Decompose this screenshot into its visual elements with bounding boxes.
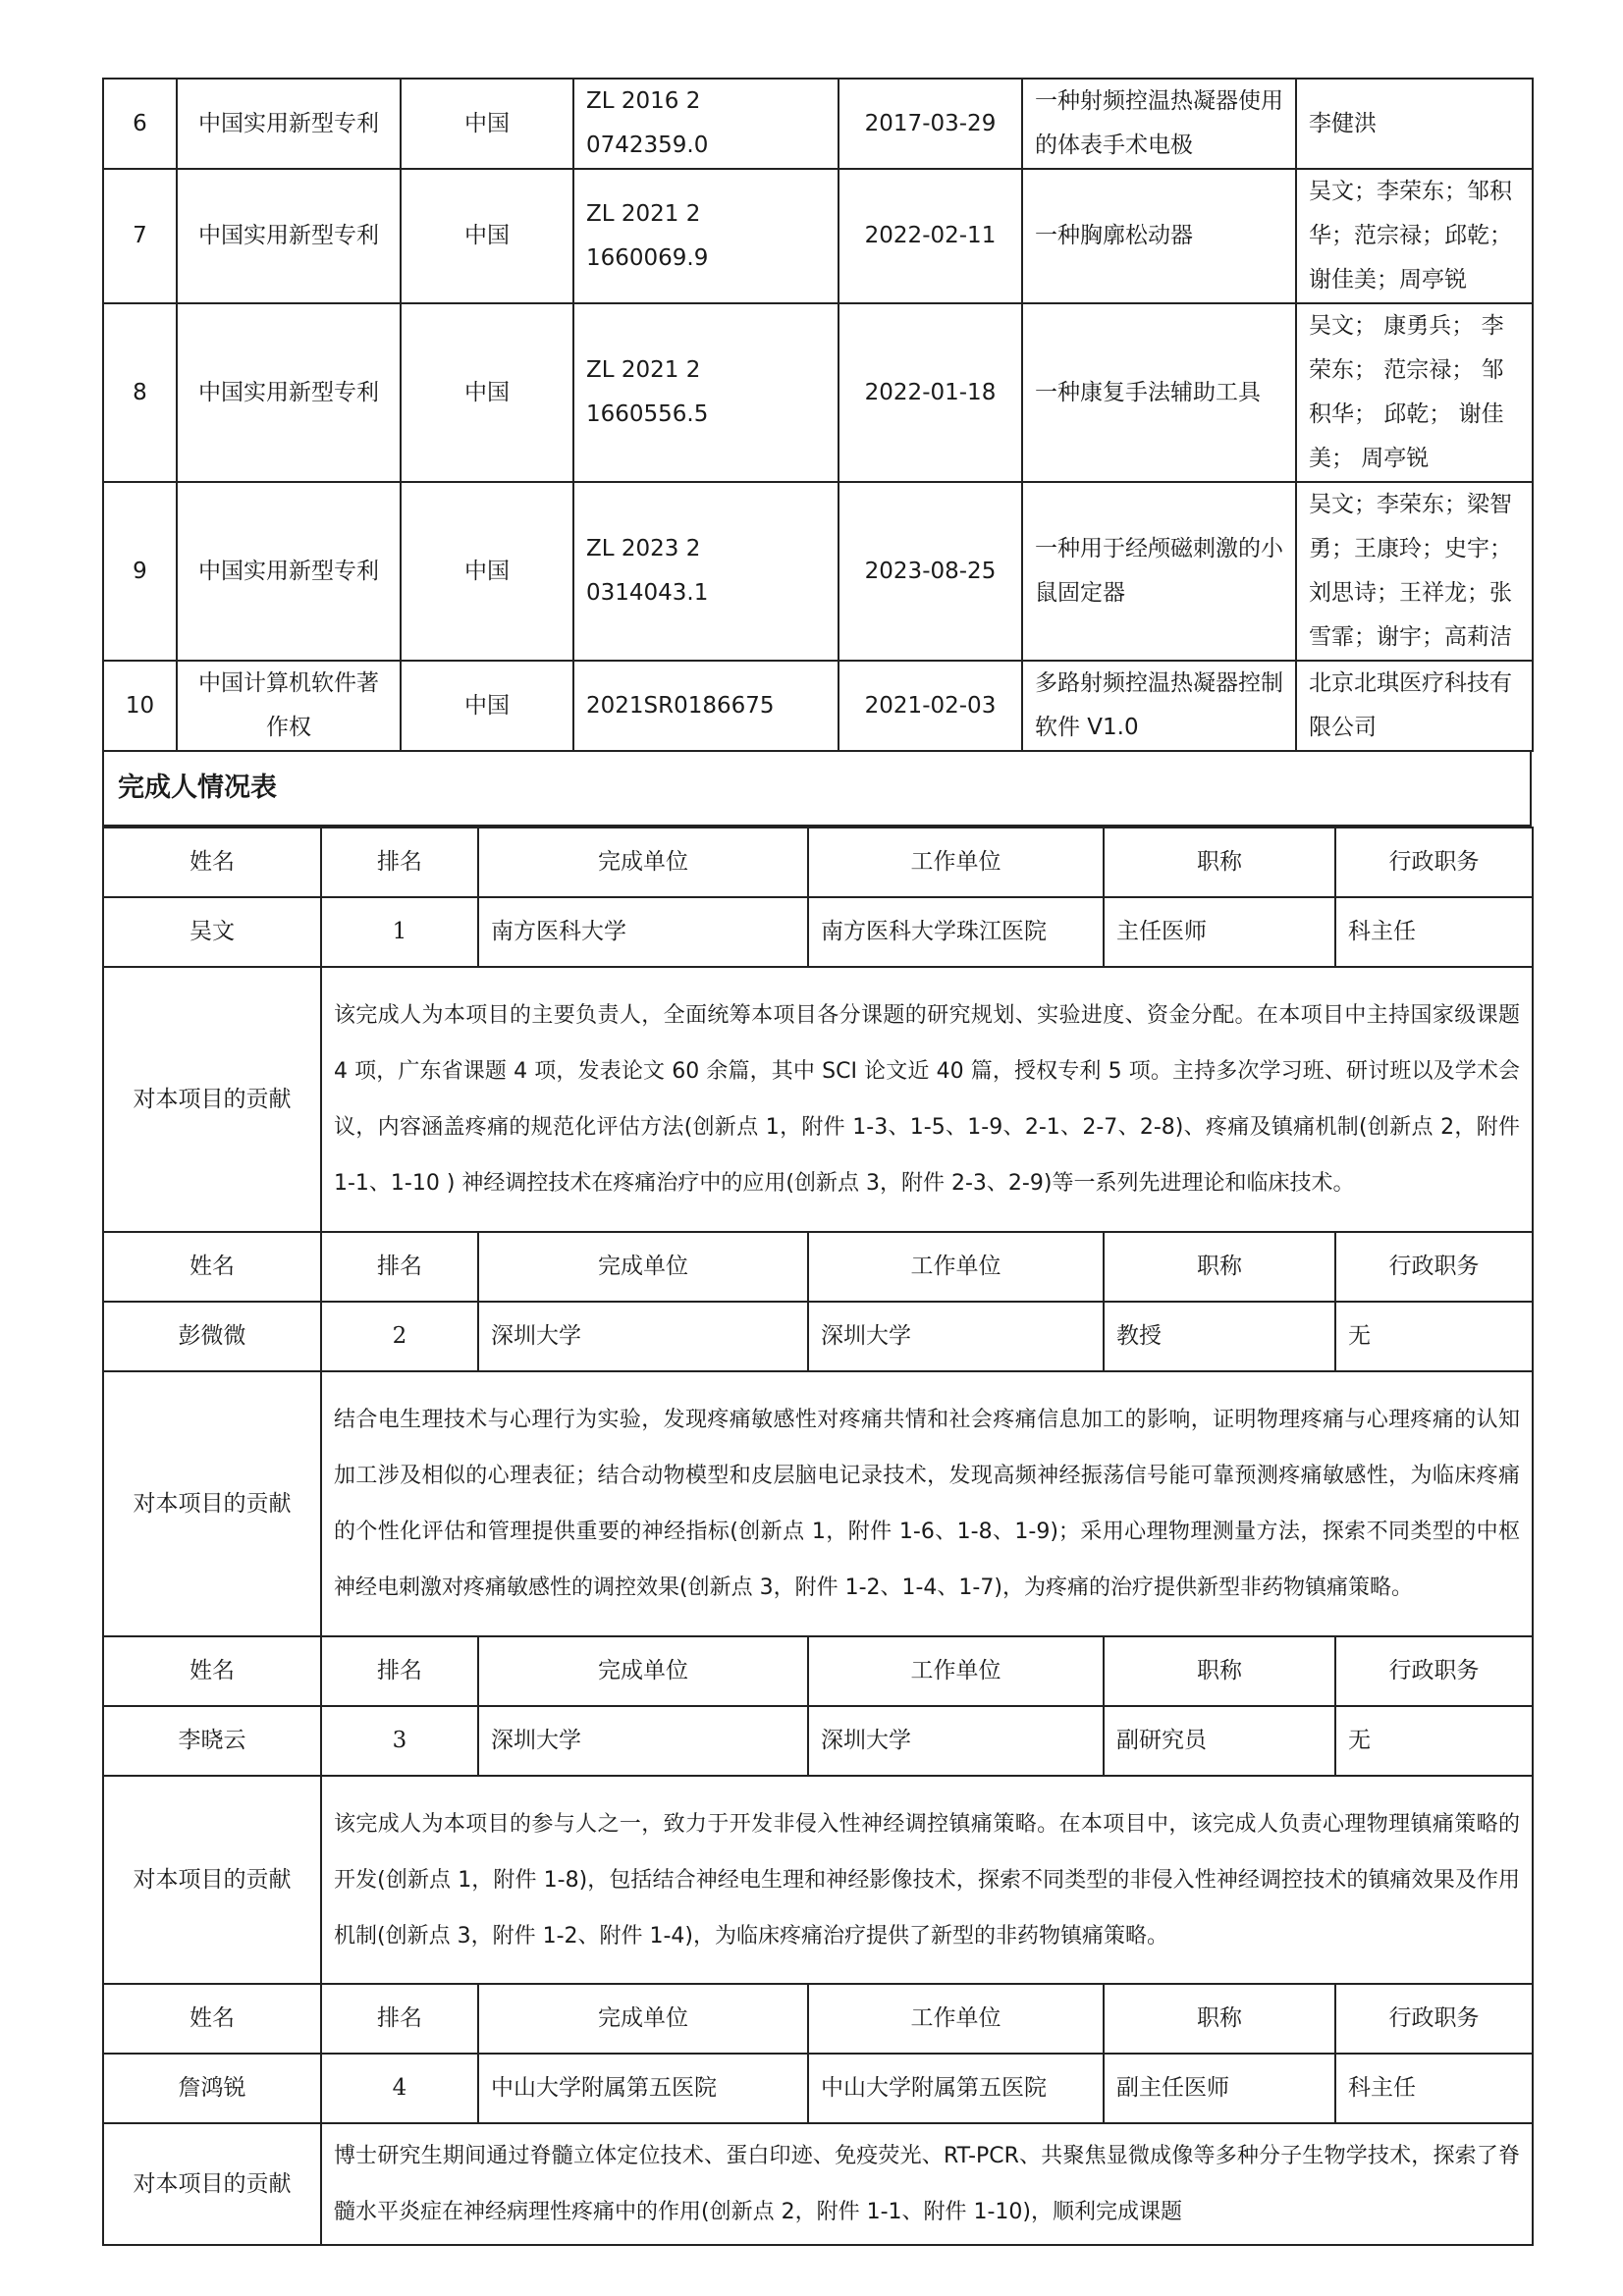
patent-type: 中国计算机软件著作权 [177, 661, 401, 751]
patent-title: 一种胸廓松动器 [1022, 169, 1296, 303]
person-unit: 南方医科大学 [478, 897, 808, 967]
person-header-row [103, 1984, 1533, 2054]
header-work: 工作单位 [808, 1984, 1104, 2054]
person-title: 副主任医师 [1104, 2054, 1335, 2123]
header-work: 工作单位 [808, 1636, 1104, 1706]
header-name: 姓名 [103, 1636, 321, 1706]
person-header-row [103, 828, 1533, 897]
person-rank: 3 [321, 1706, 478, 1776]
person-row [103, 1302, 1533, 1371]
patent-date: 2022-02-11 [839, 169, 1022, 303]
patent-date: 2017-03-29 [839, 79, 1022, 169]
patent-no: 9 [103, 482, 177, 661]
header-rank: 排名 [321, 1636, 478, 1706]
person-name: 彭微微 [103, 1302, 321, 1371]
document-page [102, 78, 1532, 2246]
person-header-row [103, 1232, 1533, 1302]
patent-date: 2021-02-03 [839, 661, 1022, 751]
section-title: 完成人情况表 [102, 752, 1532, 827]
patent-country: 中国 [401, 169, 573, 303]
person-row [103, 1706, 1533, 1776]
patent-date: 2023-08-25 [839, 482, 1022, 661]
header-work: 工作单位 [808, 1232, 1104, 1302]
person-name: 詹鸿锐 [103, 2054, 321, 2123]
header-name: 姓名 [103, 1232, 321, 1302]
patent-title: 一种用于经颅磁刺激的小鼠固定器 [1022, 482, 1296, 661]
person-header-row [103, 1636, 1533, 1706]
patent-inventors: 吴文；李荣东；邹积华；范宗禄；邱乾；谢佳美；周亭锐 [1296, 169, 1533, 303]
patent-type: 中国实用新型专利 [177, 303, 401, 482]
person-row [103, 2054, 1533, 2123]
header-unit: 完成单位 [478, 828, 808, 897]
person-unit: 中山大学附属第五医院 [478, 2054, 808, 2123]
header-position: 行政职务 [1335, 1232, 1533, 1302]
patent-number: 2021SR0186675 [573, 661, 839, 751]
header-unit: 完成单位 [478, 1232, 808, 1302]
header-name: 姓名 [103, 828, 321, 897]
patent-title: 一种康复手法辅助工具 [1022, 303, 1296, 482]
header-position: 行政职务 [1335, 828, 1533, 897]
person-name: 李晓云 [103, 1706, 321, 1776]
contribution-text: 博士研究生期间通过脊髓立体定位技术、蛋白印迹、免疫荧光、RT-PCR、共聚焦显微成像等多种分子生物学技术，探索了脊髓水平炎症在神经病理性疼痛中的作用(创新点 2，附件 1-1、附件 1-10)，顺利完成课题 [321, 2123, 1533, 2245]
patent-number: ZL 2021 2 1660069.9 [573, 169, 839, 303]
contribution-text: 该完成人为本项目的主要负责人，全面统筹本项目各分课题的研究规划、实验进度、资金分配。在本项目中主持国家级课题 4 项，广东省课题 4 项，发表论文 60 余篇，其中 SCI 论文近 40 篇，授权专利 5 项。主持多次学习班、研讨班以及学术会议，内容涵盖疼痛的规范化评估方法(创新点 1，附件 1-3、1-5、1-9、2-1、2-7、2-8)、疼痛及镇痛机制(创新点 2，附件 1-1、1-10 ) 神经调控技术在疼痛治疗中的应用(创新点 3，附件 2-3、2-9)等一系列先进理论和临床技术。 [321, 967, 1533, 1232]
patent-inventors: 吴文；李荣东；梁智勇；王康玲；史宇；刘思诗；王祥龙；张雪霏；谢宇；高莉洁 [1296, 482, 1533, 661]
person-rank: 2 [321, 1302, 478, 1371]
person-position: 无 [1335, 1706, 1533, 1776]
person-unit: 深圳大学 [478, 1302, 808, 1371]
patent-country: 中国 [401, 661, 573, 751]
header-position: 行政职务 [1335, 1984, 1533, 2054]
person-title: 副研究员 [1104, 1706, 1335, 1776]
table-row [103, 303, 1533, 482]
contribution-label: 对本项目的贡献 [103, 1371, 321, 1636]
header-unit: 完成单位 [478, 1636, 808, 1706]
patent-title: 多路射频控温热凝器控制软件 V1.0 [1022, 661, 1296, 751]
table-row [103, 482, 1533, 661]
patent-country: 中国 [401, 79, 573, 169]
patent-number: ZL 2021 2 1660556.5 [573, 303, 839, 482]
header-name: 姓名 [103, 1984, 321, 2054]
person-rank: 4 [321, 2054, 478, 2123]
person-title: 教授 [1104, 1302, 1335, 1371]
header-unit: 完成单位 [478, 1984, 808, 2054]
patent-date: 2022-01-18 [839, 303, 1022, 482]
header-title: 职称 [1104, 1232, 1335, 1302]
contribution-row [103, 1371, 1533, 1636]
table-row [103, 661, 1533, 751]
contribution-row [103, 2123, 1533, 2245]
patent-inventors: 李健洪 [1296, 79, 1533, 169]
patent-number: ZL 2016 2 0742359.0 [573, 79, 839, 169]
patent-country: 中国 [401, 303, 573, 482]
person-work: 中山大学附属第五医院 [808, 2054, 1104, 2123]
contribution-label: 对本项目的贡献 [103, 2123, 321, 2245]
header-rank: 排名 [321, 1984, 478, 2054]
person-position: 无 [1335, 1302, 1533, 1371]
person-unit: 深圳大学 [478, 1706, 808, 1776]
person-name: 吴文 [103, 897, 321, 967]
patent-no: 7 [103, 169, 177, 303]
person-table [102, 827, 1534, 2246]
person-work: 南方医科大学珠江医院 [808, 897, 1104, 967]
patent-country: 中国 [401, 482, 573, 661]
person-position: 科主任 [1335, 2054, 1533, 2123]
person-title: 主任医师 [1104, 897, 1335, 967]
patent-inventors: 北京北琪医疗科技有限公司 [1296, 661, 1533, 751]
patent-inventors: 吴文； 康勇兵； 李荣东； 范宗禄； 邹积华； 邱乾； 谢佳美； 周亭锐 [1296, 303, 1533, 482]
patent-table [102, 78, 1534, 752]
person-rank: 1 [321, 897, 478, 967]
header-rank: 排名 [321, 828, 478, 897]
patent-type: 中国实用新型专利 [177, 169, 401, 303]
contribution-text: 该完成人为本项目的参与人之一，致力于开发非侵入性神经调控镇痛策略。在本项目中，该完成人负责心理物理镇痛策略的开发(创新点 1，附件 1-8)，包括结合神经电生理和神经影像技术，探索不同类型的非侵入性神经调控技术的镇痛效果及作用机制(创新点 3，附件 1-2、附件 1-4)，为临床疼痛治疗提供了新型的非药物镇痛策略。 [321, 1776, 1533, 1984]
person-position: 科主任 [1335, 897, 1533, 967]
table-row [103, 79, 1533, 169]
header-title: 职称 [1104, 1984, 1335, 2054]
header-title: 职称 [1104, 1636, 1335, 1706]
patent-type: 中国实用新型专利 [177, 79, 401, 169]
contribution-row [103, 967, 1533, 1232]
contribution-text: 结合电生理技术与心理行为实验，发现疼痛敏感性对疼痛共情和社会疼痛信息加工的影响，证明物理疼痛与心理疼痛的认知加工涉及相似的心理表征；结合动物模型和皮层脑电记录技术，发现高频神经振荡信号能可靠预测疼痛敏感性，为临床疼痛的个性化评估和管理提供重要的神经指标(创新点 1，附件 1-6、1-8、1-9)；采用心理物理测量方法，探索不同类型的中枢神经电刺激对疼痛敏感性的调控效果(创新点 3，附件 1-2、1-4、1-7)，为疼痛的治疗提供新型非药物镇痛策略。 [321, 1371, 1533, 1636]
header-position: 行政职务 [1335, 1636, 1533, 1706]
person-work: 深圳大学 [808, 1302, 1104, 1371]
contribution-label: 对本项目的贡献 [103, 967, 321, 1232]
table-row [103, 169, 1533, 303]
patent-type: 中国实用新型专利 [177, 482, 401, 661]
patent-no: 8 [103, 303, 177, 482]
contribution-label: 对本项目的贡献 [103, 1776, 321, 1984]
header-rank: 排名 [321, 1232, 478, 1302]
header-work: 工作单位 [808, 828, 1104, 897]
patent-title: 一种射频控温热凝器使用的体表手术电极 [1022, 79, 1296, 169]
person-work: 深圳大学 [808, 1706, 1104, 1776]
contribution-row [103, 1776, 1533, 1984]
person-row [103, 897, 1533, 967]
header-title: 职称 [1104, 828, 1335, 897]
patent-no: 10 [103, 661, 177, 751]
patent-no: 6 [103, 79, 177, 169]
patent-number: ZL 2023 2 0314043.1 [573, 482, 839, 661]
